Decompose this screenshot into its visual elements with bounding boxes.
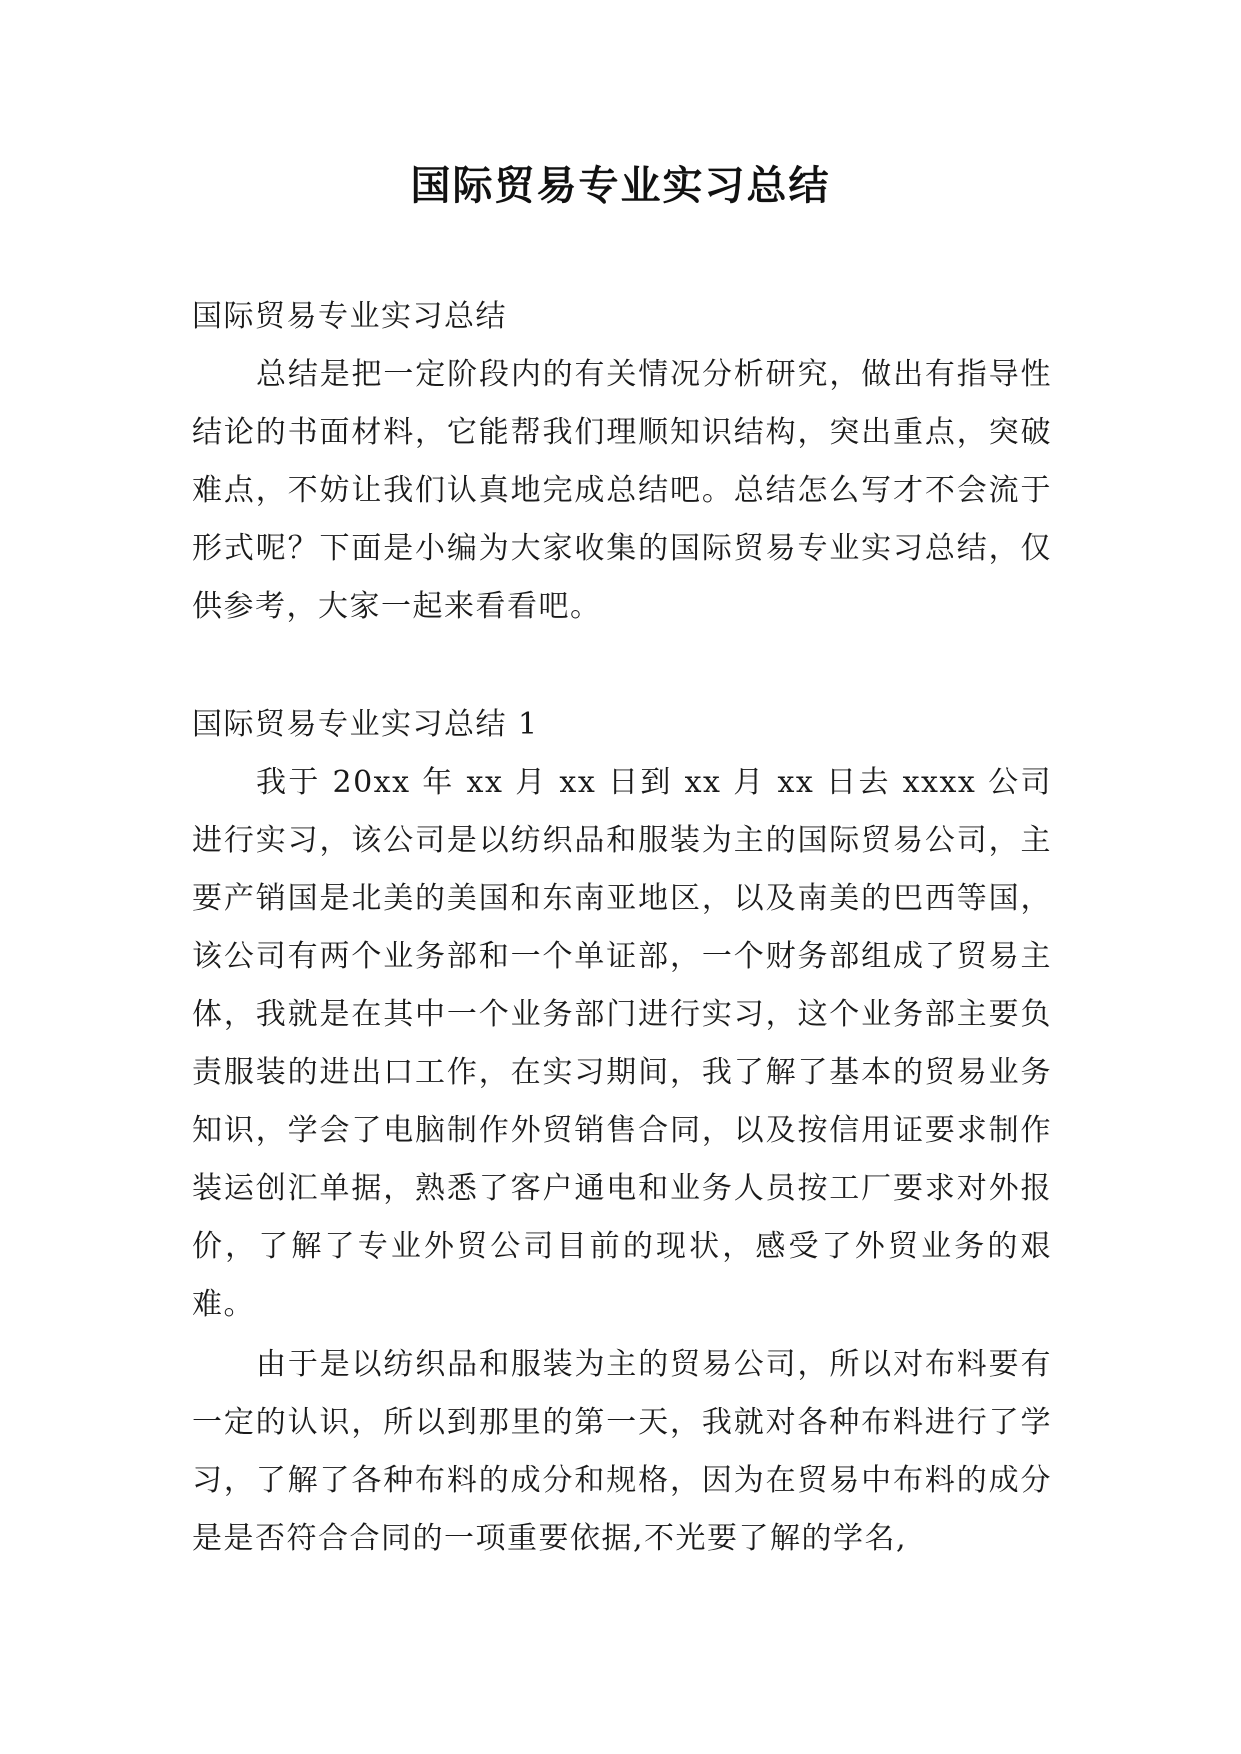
intro-heading: 国际贸易专业实习总结 bbox=[192, 299, 507, 334]
section1-heading: 国际贸易专业实习总结 1 bbox=[192, 707, 539, 742]
section1-paragraph-1: 我于 20xx 年 xx 月 xx 日到 xx 月 xx 日去 xxxx 公司进行实习，该公司是以纺织品和服装为主的国际贸易公司，主要产销国是北美的美国和东南亚地区，以及南美的巴西等国，该公司有两个业务部和一个单证部，一个财务部组成了贸易主体，我就是在其中一个业务部门进行实习，这个业务部主要负责服装的进出口工作，在实习期间，我了解了基本的贸易业务知识，学会了电脑制作外贸销售合同，以及按信用证要求制作装运创汇单据，熟悉了客户通电和业务人员按工厂要求对外报价，了解了专业外贸公司目前的现状，感受了外贸业务的艰难。 bbox=[192, 765, 1052, 1322]
document-title: 国际贸易专业实习总结 bbox=[410, 163, 831, 209]
section1-paragraph-2: 由于是以纺织品和服装为主的贸易公司，所以对布料要有一定的认识，所以到那里的第一天，我就对各种布料进行了学习，了解了各种布料的成分和规格，因为在贸易中布料的成分是是否符合合同的一项重要依据,不光要了解的学名, bbox=[192, 1347, 1052, 1556]
intro-paragraph: 总结是把一定阶段内的有关情况分析研究，做出有指导性结论的书面材料，它能帮我们理顺知识结构，突出重点，突破难点，不妨让我们认真地完成总结吧。总结怎么写才不会流于形式呢？下面是小编为大家收集的国际贸易专业实习总结，仅供参考，大家一起来看看吧。 bbox=[192, 357, 1052, 624]
